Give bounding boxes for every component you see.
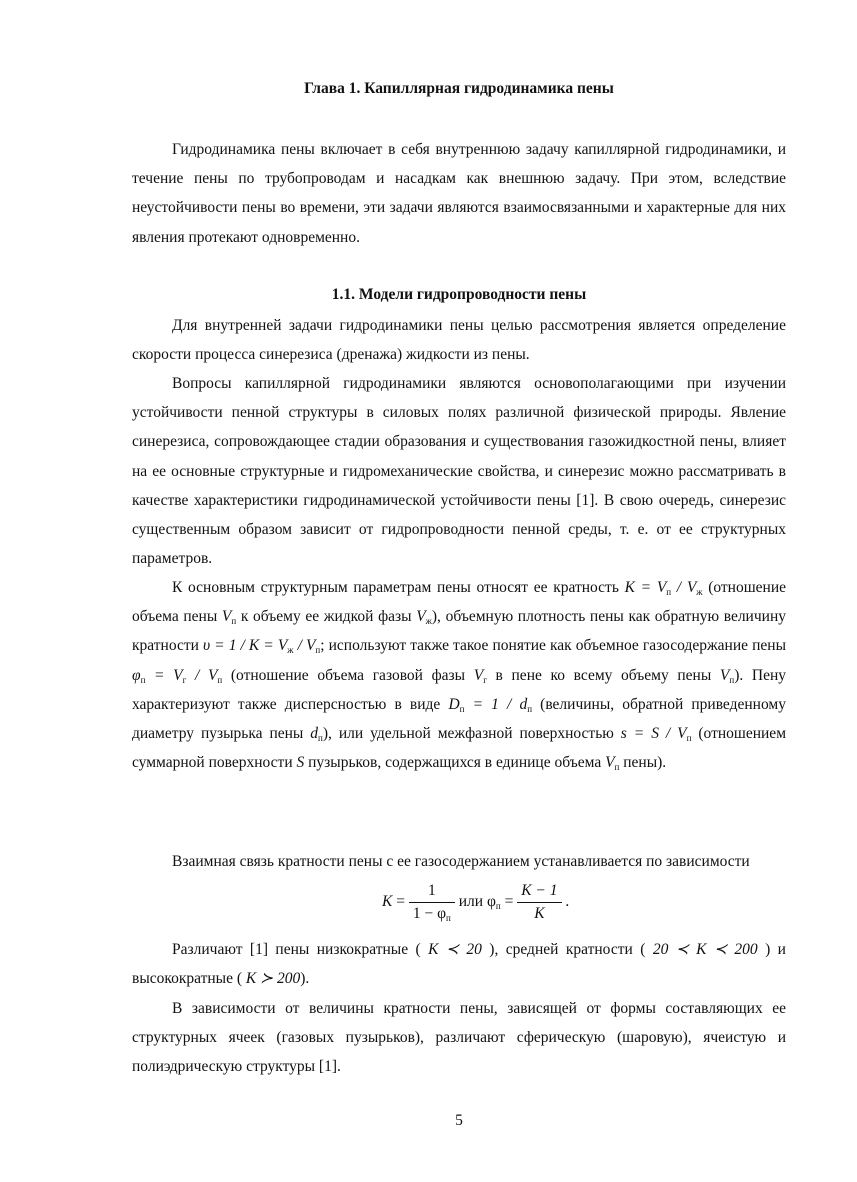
math-K-ratio: $K = V_п / V_ж$ [624, 579, 703, 597]
paragraph-4: Взаимная связь кратности пены с ее газосодержанием устанавливается по зависимости [172, 853, 750, 870]
math-Vp-3: $V_п$ [605, 754, 620, 773]
math-Vzh: $V_ж$ [416, 608, 432, 627]
formula-content: K = $\frac{1}{1 - \varphi_п}$ или $\varphi_п$ = $\frac{K - 1}{K}$ . [382, 882, 570, 923]
fraction-2: $\frac{K - 1}{K}$ [517, 882, 561, 923]
section-title: 1.1. Модели гидропроводности пены [331, 286, 587, 303]
math-s: $s = S / V_п$ [620, 725, 692, 744]
math-Vp-2: $V_п$ [719, 666, 735, 685]
page-number: 5 [455, 1112, 463, 1129]
paragraph-5: Различают [1] пены низкократные ( K ≺ 20 ), средней кратности ( 20 ≺ K ≺ 200 ) и высокократные ( K ≻ 200). [132, 941, 786, 988]
formula-block [132, 882, 786, 932]
math-S: S [296, 754, 305, 772]
math-D: $D_п = 1 / d_п$ [448, 695, 533, 714]
chapter-title: Глава 1. Капиллярная гидродинамика пены [304, 80, 614, 97]
math-phi: $\varphi_п = V_г / V_п$ [132, 666, 223, 685]
math-d: $d_п$ [310, 725, 323, 744]
paragraph-2: Вопросы капиллярной гидродинамики являются основополагающими при изучении устойчивости пенной структуры в силовых полях различной физической природы. Явление синерезиса, сопровождающее стадии образования и существования газожидкостной пены, влияет на ее основные структурные и гидромеханические свойства, и синерезис можно рассматривать в качестве характеристики гидродинамической устойчивости пены [1]. В свою очередь, синерезис существенным образом зависит от гидропроводности пенной среды, т. е. от ее структурных параметров. [132, 375, 786, 568]
paragraph-6: В зависимости от величины кратности пены, зависящей от формы составляющих ее структурных ячеек (газовых пузырьков), различают сферическую (шаровую), ячеистую и полиэдрическую структуры [1]. [132, 1000, 786, 1076]
math-Vg: $V_г$ [473, 666, 487, 685]
fraction-1: $\frac{1}{1 - \varphi_п}$ [409, 882, 455, 923]
paragraph-1: Для внутренней задачи гидродинамики пены целью рассмотрения является определение скорости процесса синерезиса (дренажа) жидкости из пены. [132, 317, 786, 364]
math-Vp: $V_п$ [221, 608, 237, 627]
intro-paragraph: Гидродинамика пены включает в себя внутреннюю задачу капиллярной гидродинамики, и течение пены по трубопроводам и насадкам как внешнюю задачу. При этом, вследствие неустойчивости пены во времени, эти задачи являются взаимосвязанными и характерные для них явления протекают одновременно. [132, 141, 786, 246]
math-nu: $\upsilon = 1 / K = V_ж / V_п$ [202, 637, 321, 656]
paragraph-3: К основным структурным параметрам пены относят ее кратность $K = V_п / V_ж$ (отношение объема пены $V_п$ к объему ее жидкой фазы $V_ж$), объемную плотность пены как обратную величину кратности $\upsilon = 1 / K = V_ж / V_п$; используют также такое понятие как объемное газосодержание пены $\varphi_п = V_г / V_п$ (отношение объема газовой фазы $V_г$ в пене ко всему объему пены $V_п$). Пену характеризуют также дисперсностью в виде $D_п = 1 / d_п$ (величины, обратной приведенному диаметру пузырька пены $d_п$), или удельной межфазной поверхностью $s = S / V_п$ (отношением суммарной поверхности S пузырьков, содержащихся в единице объема $V_п$ пены). [132, 579, 787, 773]
